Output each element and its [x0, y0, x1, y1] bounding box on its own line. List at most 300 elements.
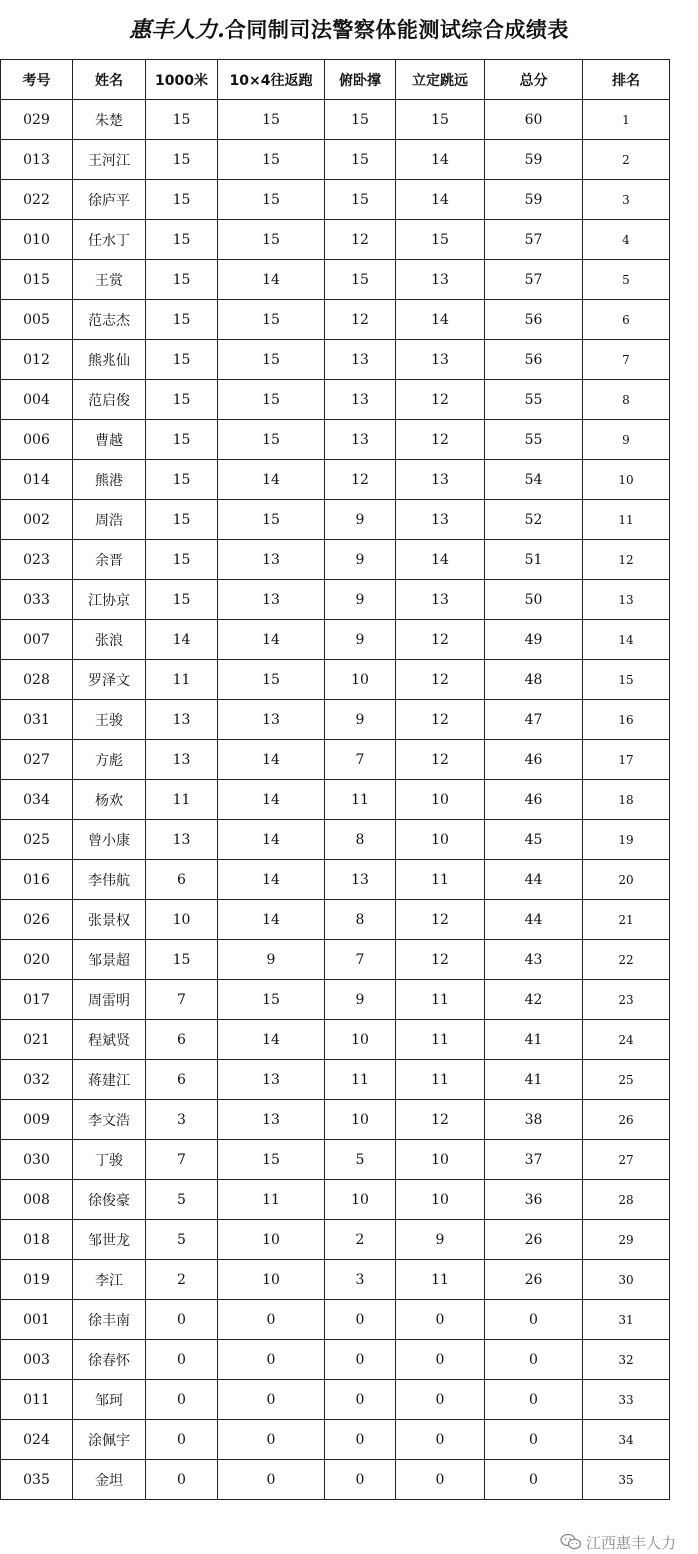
cell-rank: 35 — [583, 1460, 670, 1500]
cell-exam-number: 020 — [1, 940, 73, 980]
cell-1000m: 6 — [146, 1060, 218, 1100]
cell-shuttle-run: 10 — [218, 1260, 325, 1300]
cell-shuttle-run: 14 — [218, 740, 325, 780]
cell-rank: 16 — [583, 700, 670, 740]
cell-1000m: 15 — [146, 100, 218, 140]
cell-push-ups: 2 — [325, 1220, 396, 1260]
table-row — [1, 580, 670, 620]
cell-rank: 33 — [583, 1380, 670, 1420]
cell-total: 48 — [485, 660, 583, 700]
cell-rank: 5 — [583, 260, 670, 300]
cell-push-ups: 15 — [325, 180, 396, 220]
table-row — [1, 260, 670, 300]
cell-push-ups: 7 — [325, 740, 396, 780]
table-row — [1, 980, 670, 1020]
cell-exam-number: 010 — [1, 220, 73, 260]
cell-1000m: 13 — [146, 740, 218, 780]
cell-exam-number: 033 — [1, 580, 73, 620]
cell-name: 熊兆仙 — [73, 340, 146, 380]
cell-rank: 7 — [583, 340, 670, 380]
cell-name: 周雷明 — [73, 980, 146, 1020]
cell-exam-number: 009 — [1, 1100, 73, 1140]
cell-exam-number: 021 — [1, 1020, 73, 1060]
cell-total: 41 — [485, 1020, 583, 1060]
cell-1000m: 0 — [146, 1460, 218, 1500]
cell-1000m: 3 — [146, 1100, 218, 1140]
cell-push-ups: 0 — [325, 1460, 396, 1500]
header-standing-jump: 立定跳远 — [396, 60, 485, 100]
cell-name: 蒋建江 — [73, 1060, 146, 1100]
table-row — [1, 820, 670, 860]
cell-push-ups: 0 — [325, 1300, 396, 1340]
cell-shuttle-run: 15 — [218, 300, 325, 340]
cell-total: 60 — [485, 100, 583, 140]
cell-exam-number: 023 — [1, 540, 73, 580]
cell-push-ups: 13 — [325, 340, 396, 380]
cell-push-ups: 11 — [325, 1060, 396, 1100]
cell-total: 0 — [485, 1340, 583, 1380]
header-1000m: 1000米 — [146, 60, 218, 100]
cell-push-ups: 9 — [325, 500, 396, 540]
cell-push-ups: 10 — [325, 1020, 396, 1060]
cell-push-ups: 12 — [325, 220, 396, 260]
cell-exam-number: 034 — [1, 780, 73, 820]
table-row — [1, 1260, 670, 1300]
table-row — [1, 380, 670, 420]
cell-1000m: 13 — [146, 820, 218, 860]
cell-shuttle-run: 15 — [218, 1140, 325, 1180]
cell-push-ups: 11 — [325, 780, 396, 820]
cell-exam-number: 006 — [1, 420, 73, 460]
cell-total: 44 — [485, 860, 583, 900]
cell-push-ups: 0 — [325, 1380, 396, 1420]
cell-shuttle-run: 14 — [218, 820, 325, 860]
cell-1000m: 11 — [146, 660, 218, 700]
cell-push-ups: 13 — [325, 860, 396, 900]
cell-push-ups: 12 — [325, 460, 396, 500]
cell-standing-jump: 15 — [396, 100, 485, 140]
cell-name: 范志杰 — [73, 300, 146, 340]
cell-shuttle-run: 15 — [218, 980, 325, 1020]
table-row — [1, 420, 670, 460]
cell-exam-number: 029 — [1, 100, 73, 140]
cell-standing-jump: 11 — [396, 980, 485, 1020]
cell-exam-number: 014 — [1, 460, 73, 500]
cell-standing-jump: 12 — [396, 940, 485, 980]
table-row — [1, 1420, 670, 1460]
cell-1000m: 15 — [146, 420, 218, 460]
cell-rank: 10 — [583, 460, 670, 500]
cell-name: 邹珂 — [73, 1380, 146, 1420]
cell-push-ups: 9 — [325, 620, 396, 660]
cell-total: 41 — [485, 1060, 583, 1100]
cell-rank: 26 — [583, 1100, 670, 1140]
cell-name: 金坦 — [73, 1460, 146, 1500]
cell-exam-number: 003 — [1, 1340, 73, 1380]
cell-rank: 32 — [583, 1340, 670, 1380]
cell-standing-jump: 12 — [396, 700, 485, 740]
cell-total: 26 — [485, 1260, 583, 1300]
cell-exam-number: 011 — [1, 1380, 73, 1420]
cell-shuttle-run: 14 — [218, 620, 325, 660]
cell-standing-jump: 10 — [396, 1140, 485, 1180]
cell-shuttle-run: 14 — [218, 900, 325, 940]
cell-name: 王骏 — [73, 700, 146, 740]
table-row — [1, 900, 670, 940]
cell-name: 曹越 — [73, 420, 146, 460]
cell-1000m: 6 — [146, 1020, 218, 1060]
cell-shuttle-run: 0 — [218, 1460, 325, 1500]
cell-1000m: 2 — [146, 1260, 218, 1300]
cell-shuttle-run: 15 — [218, 340, 325, 380]
table-row — [1, 340, 670, 380]
wechat-icon — [560, 1533, 582, 1551]
cell-push-ups: 15 — [325, 260, 396, 300]
header-shuttle-run: 10×4往返跑 — [218, 60, 325, 100]
cell-shuttle-run: 0 — [218, 1340, 325, 1380]
cell-total: 36 — [485, 1180, 583, 1220]
cell-shuttle-run: 0 — [218, 1300, 325, 1340]
cell-rank: 6 — [583, 300, 670, 340]
cell-standing-jump: 12 — [396, 380, 485, 420]
table-row — [1, 740, 670, 780]
cell-rank: 17 — [583, 740, 670, 780]
cell-name: 任水丁 — [73, 220, 146, 260]
cell-rank: 19 — [583, 820, 670, 860]
cell-exam-number: 024 — [1, 1420, 73, 1460]
cell-name: 江协京 — [73, 580, 146, 620]
cell-name: 李伟航 — [73, 860, 146, 900]
cell-standing-jump: 0 — [396, 1340, 485, 1380]
cell-push-ups: 9 — [325, 580, 396, 620]
cell-standing-jump: 12 — [396, 740, 485, 780]
header-exam-number: 考号 — [1, 60, 73, 100]
cell-rank: 30 — [583, 1260, 670, 1300]
cell-1000m: 14 — [146, 620, 218, 660]
cell-standing-jump: 0 — [396, 1420, 485, 1460]
cell-standing-jump: 0 — [396, 1460, 485, 1500]
table-row — [1, 460, 670, 500]
cell-total: 59 — [485, 180, 583, 220]
cell-name: 张景权 — [73, 900, 146, 940]
cell-rank: 2 — [583, 140, 670, 180]
cell-total: 42 — [485, 980, 583, 1020]
cell-standing-jump: 13 — [396, 340, 485, 380]
cell-exam-number: 025 — [1, 820, 73, 860]
table-row — [1, 1060, 670, 1100]
cell-shuttle-run: 15 — [218, 220, 325, 260]
cell-name: 熊港 — [73, 460, 146, 500]
cell-shuttle-run: 14 — [218, 260, 325, 300]
cell-rank: 22 — [583, 940, 670, 980]
cell-total: 50 — [485, 580, 583, 620]
cell-exam-number: 022 — [1, 180, 73, 220]
cell-exam-number: 013 — [1, 140, 73, 180]
cell-name: 邹景超 — [73, 940, 146, 980]
cell-exam-number: 035 — [1, 1460, 73, 1500]
cell-standing-jump: 10 — [396, 820, 485, 860]
cell-shuttle-run: 15 — [218, 500, 325, 540]
cell-rank: 4 — [583, 220, 670, 260]
cell-name: 徐丰南 — [73, 1300, 146, 1340]
score-table — [0, 59, 670, 1500]
cell-total: 0 — [485, 1380, 583, 1420]
cell-exam-number: 028 — [1, 660, 73, 700]
cell-exam-number: 026 — [1, 900, 73, 940]
cell-name: 杨欢 — [73, 780, 146, 820]
cell-standing-jump: 10 — [396, 780, 485, 820]
page-title — [0, 10, 698, 50]
table-row — [1, 660, 670, 700]
table-row — [1, 220, 670, 260]
cell-total: 37 — [485, 1140, 583, 1180]
cell-total: 0 — [485, 1420, 583, 1460]
cell-1000m: 15 — [146, 340, 218, 380]
cell-push-ups: 12 — [325, 300, 396, 340]
cell-standing-jump: 12 — [396, 420, 485, 460]
cell-rank: 21 — [583, 900, 670, 940]
cell-rank: 27 — [583, 1140, 670, 1180]
cell-total: 56 — [485, 300, 583, 340]
table-row — [1, 1460, 670, 1500]
cell-1000m: 15 — [146, 220, 218, 260]
cell-shuttle-run: 15 — [218, 100, 325, 140]
table-row — [1, 1100, 670, 1140]
cell-total: 59 — [485, 140, 583, 180]
cell-name: 涂佩宇 — [73, 1420, 146, 1460]
cell-exam-number: 017 — [1, 980, 73, 1020]
cell-name: 李文浩 — [73, 1100, 146, 1140]
cell-total: 38 — [485, 1100, 583, 1140]
cell-shuttle-run: 14 — [218, 460, 325, 500]
cell-push-ups: 9 — [325, 540, 396, 580]
cell-name: 王河江 — [73, 140, 146, 180]
watermark — [560, 1530, 676, 1554]
cell-name: 李江 — [73, 1260, 146, 1300]
cell-shuttle-run: 10 — [218, 1220, 325, 1260]
cell-rank: 9 — [583, 420, 670, 460]
header-rank: 排名 — [583, 60, 670, 100]
cell-rank: 28 — [583, 1180, 670, 1220]
cell-push-ups: 10 — [325, 1100, 396, 1140]
cell-1000m: 10 — [146, 900, 218, 940]
cell-standing-jump: 11 — [396, 1060, 485, 1100]
table-row — [1, 1140, 670, 1180]
cell-standing-jump: 13 — [396, 580, 485, 620]
cell-rank: 3 — [583, 180, 670, 220]
cell-shuttle-run: 15 — [218, 660, 325, 700]
cell-1000m: 13 — [146, 700, 218, 740]
cell-push-ups: 7 — [325, 940, 396, 980]
cell-1000m: 0 — [146, 1300, 218, 1340]
cell-shuttle-run: 15 — [218, 420, 325, 460]
cell-push-ups: 15 — [325, 140, 396, 180]
cell-name: 范启俊 — [73, 380, 146, 420]
cell-shuttle-run: 14 — [218, 780, 325, 820]
cell-name: 方彪 — [73, 740, 146, 780]
table-row — [1, 180, 670, 220]
cell-shuttle-run: 15 — [218, 180, 325, 220]
cell-1000m: 7 — [146, 1140, 218, 1180]
cell-1000m: 15 — [146, 380, 218, 420]
table-row — [1, 1380, 670, 1420]
cell-total: 57 — [485, 220, 583, 260]
cell-rank: 31 — [583, 1300, 670, 1340]
cell-total: 57 — [485, 260, 583, 300]
cell-rank: 8 — [583, 380, 670, 420]
cell-total: 46 — [485, 740, 583, 780]
cell-rank: 29 — [583, 1220, 670, 1260]
cell-1000m: 6 — [146, 860, 218, 900]
cell-standing-jump: 12 — [396, 620, 485, 660]
table-row — [1, 780, 670, 820]
cell-exam-number: 030 — [1, 1140, 73, 1180]
cell-shuttle-run: 9 — [218, 940, 325, 980]
cell-name: 徐俊豪 — [73, 1180, 146, 1220]
cell-total: 0 — [485, 1460, 583, 1500]
cell-total: 54 — [485, 460, 583, 500]
cell-rank: 14 — [583, 620, 670, 660]
cell-shuttle-run: 0 — [218, 1380, 325, 1420]
table-row — [1, 1180, 670, 1220]
table-title: 合同制司法警察体能测试综合成绩表 — [224, 18, 569, 42]
header-push-ups: 俯卧撑 — [325, 60, 396, 100]
cell-shuttle-run: 15 — [218, 140, 325, 180]
cell-exam-number: 016 — [1, 860, 73, 900]
cell-shuttle-run: 0 — [218, 1420, 325, 1460]
cell-1000m: 15 — [146, 300, 218, 340]
cell-name: 邹世龙 — [73, 1220, 146, 1260]
cell-1000m: 15 — [146, 580, 218, 620]
table-row — [1, 700, 670, 740]
cell-rank: 24 — [583, 1020, 670, 1060]
cell-1000m: 5 — [146, 1180, 218, 1220]
cell-1000m: 15 — [146, 500, 218, 540]
cell-name: 徐庐平 — [73, 180, 146, 220]
cell-push-ups: 0 — [325, 1340, 396, 1380]
cell-standing-jump: 14 — [396, 140, 485, 180]
cell-push-ups: 10 — [325, 1180, 396, 1220]
cell-name: 程斌贤 — [73, 1020, 146, 1060]
cell-1000m: 0 — [146, 1420, 218, 1460]
cell-standing-jump: 14 — [396, 540, 485, 580]
cell-push-ups: 13 — [325, 380, 396, 420]
cell-exam-number: 002 — [1, 500, 73, 540]
cell-name: 朱楚 — [73, 100, 146, 140]
cell-shuttle-run: 14 — [218, 1020, 325, 1060]
cell-total: 51 — [485, 540, 583, 580]
table-row — [1, 140, 670, 180]
cell-push-ups: 8 — [325, 900, 396, 940]
cell-shuttle-run: 11 — [218, 1180, 325, 1220]
cell-name: 张浪 — [73, 620, 146, 660]
cell-standing-jump: 14 — [396, 180, 485, 220]
table-row — [1, 100, 670, 140]
cell-standing-jump: 11 — [396, 860, 485, 900]
cell-standing-jump: 11 — [396, 1260, 485, 1300]
cell-name: 余晋 — [73, 540, 146, 580]
cell-standing-jump: 0 — [396, 1300, 485, 1340]
cell-standing-jump: 13 — [396, 460, 485, 500]
cell-standing-jump: 15 — [396, 220, 485, 260]
cell-total: 43 — [485, 940, 583, 980]
cell-exam-number: 001 — [1, 1300, 73, 1340]
cell-standing-jump: 10 — [396, 1180, 485, 1220]
cell-shuttle-run: 15 — [218, 380, 325, 420]
table-row — [1, 1300, 670, 1340]
table-row — [1, 1220, 670, 1260]
cell-shuttle-run: 13 — [218, 700, 325, 740]
cell-shuttle-run: 13 — [218, 580, 325, 620]
cell-1000m: 15 — [146, 940, 218, 980]
cell-exam-number: 015 — [1, 260, 73, 300]
header-total: 总分 — [485, 60, 583, 100]
cell-standing-jump: 12 — [396, 900, 485, 940]
cell-1000m: 0 — [146, 1380, 218, 1420]
table-row — [1, 620, 670, 660]
cell-rank: 23 — [583, 980, 670, 1020]
cell-exam-number: 012 — [1, 340, 73, 380]
cell-total: 49 — [485, 620, 583, 660]
cell-total: 52 — [485, 500, 583, 540]
cell-name: 王赏 — [73, 260, 146, 300]
cell-standing-jump: 13 — [396, 260, 485, 300]
cell-push-ups: 5 — [325, 1140, 396, 1180]
cell-push-ups: 13 — [325, 420, 396, 460]
table-row — [1, 1340, 670, 1380]
cell-shuttle-run: 14 — [218, 860, 325, 900]
cell-1000m: 15 — [146, 140, 218, 180]
cell-shuttle-run: 13 — [218, 540, 325, 580]
cell-exam-number: 019 — [1, 1260, 73, 1300]
table-row — [1, 500, 670, 540]
cell-total: 44 — [485, 900, 583, 940]
cell-standing-jump: 11 — [396, 1020, 485, 1060]
cell-exam-number: 027 — [1, 740, 73, 780]
cell-1000m: 15 — [146, 180, 218, 220]
brand-name: 惠丰人力. — [129, 17, 225, 43]
cell-total: 47 — [485, 700, 583, 740]
watermark-text: 江西惠丰人力 — [585, 1533, 676, 1552]
cell-total: 45 — [485, 820, 583, 860]
table-row — [1, 860, 670, 900]
cell-rank: 13 — [583, 580, 670, 620]
cell-exam-number: 031 — [1, 700, 73, 740]
cell-name: 丁骏 — [73, 1140, 146, 1180]
cell-standing-jump: 0 — [396, 1380, 485, 1420]
cell-total: 26 — [485, 1220, 583, 1260]
table-row — [1, 300, 670, 340]
table-header — [1, 60, 670, 100]
header-name: 姓名 — [73, 60, 146, 100]
table-row — [1, 540, 670, 580]
cell-name: 罗泽文 — [73, 660, 146, 700]
cell-1000m: 0 — [146, 1340, 218, 1380]
cell-standing-jump: 9 — [396, 1220, 485, 1260]
cell-exam-number: 007 — [1, 620, 73, 660]
cell-exam-number: 032 — [1, 1060, 73, 1100]
cell-name: 曾小康 — [73, 820, 146, 860]
cell-total: 0 — [485, 1300, 583, 1340]
cell-rank: 18 — [583, 780, 670, 820]
cell-push-ups: 9 — [325, 700, 396, 740]
table-body — [1, 100, 670, 1500]
cell-total: 56 — [485, 340, 583, 380]
cell-exam-number: 018 — [1, 1220, 73, 1260]
cell-push-ups: 9 — [325, 980, 396, 1020]
cell-exam-number: 005 — [1, 300, 73, 340]
cell-1000m: 5 — [146, 1220, 218, 1260]
